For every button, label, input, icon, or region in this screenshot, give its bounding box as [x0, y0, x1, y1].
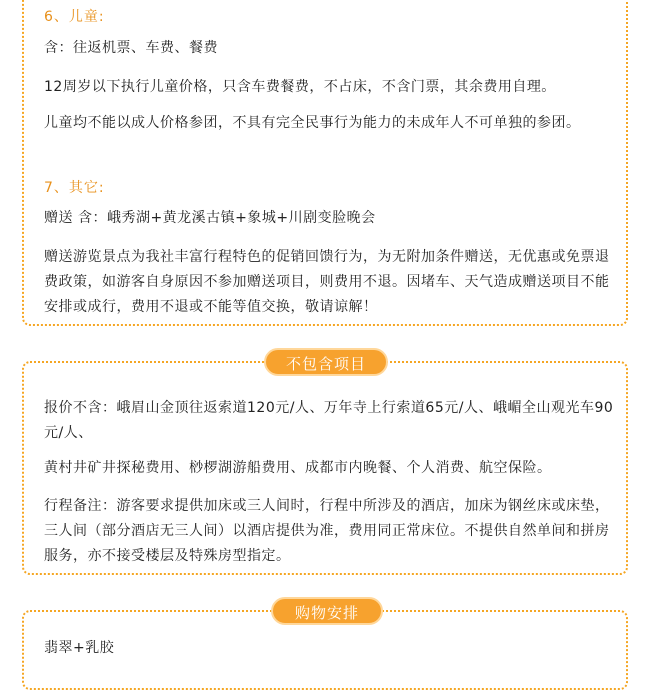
- other-heading: 7、其它:: [44, 180, 105, 196]
- children-group-rule: 儿童均不能以成人价格参团，不具有完全民事行为能力的未成年人不可单独的参团。: [44, 115, 581, 131]
- excluded-items-title: 不包含项目: [264, 348, 388, 376]
- shopping-items: 翡翠+乳胶: [44, 640, 115, 656]
- children-price-rule: 12周岁以下执行儿童价格，只含车费餐费，不占床，不含门票，其余费用自理。: [44, 79, 556, 95]
- other-excludes: 黄村井矿井探秘费用、桫椤湖游船费用、成都市内晚餐、个人消费、航空保险。: [44, 460, 552, 476]
- children-heading: 6、儿童:: [44, 9, 105, 25]
- children-includes: 含：往返机票、车费、餐费: [44, 40, 218, 56]
- gift-policy: 赠送游览景点为我社丰富行程特色的促销回馈行为，为无附加条件赠送，无优惠或免票退费政策，如游客自身原因不参加赠送项目，则费用不退。因堵车、天气造成赠送项目不能安排或成行，费用不退或不能等值交换，敬请谅解！: [44, 249, 610, 315]
- itinerary-note: 行程备注：游客要求提供加床或三人间时，行程中所涉及的酒店，加床为钢丝床或床垫，三人间（部分酒店无三人间）以酒店提供为准，费用同正常床位。不提供自然单间和拼房服务，亦不接受楼层及特殊房型指定。: [44, 498, 610, 564]
- gift-items: 赠送 含：峨秀湖+黄龙溪古镇+象城+川剧变脸晚会: [44, 210, 376, 226]
- shopping-title: 购物安排: [271, 597, 383, 625]
- price-excludes: 报价不含：峨眉山金顶往返索道120元/人、万年寺上行索道65元/人、峨嵋全山观光车90元/人、: [44, 400, 614, 441]
